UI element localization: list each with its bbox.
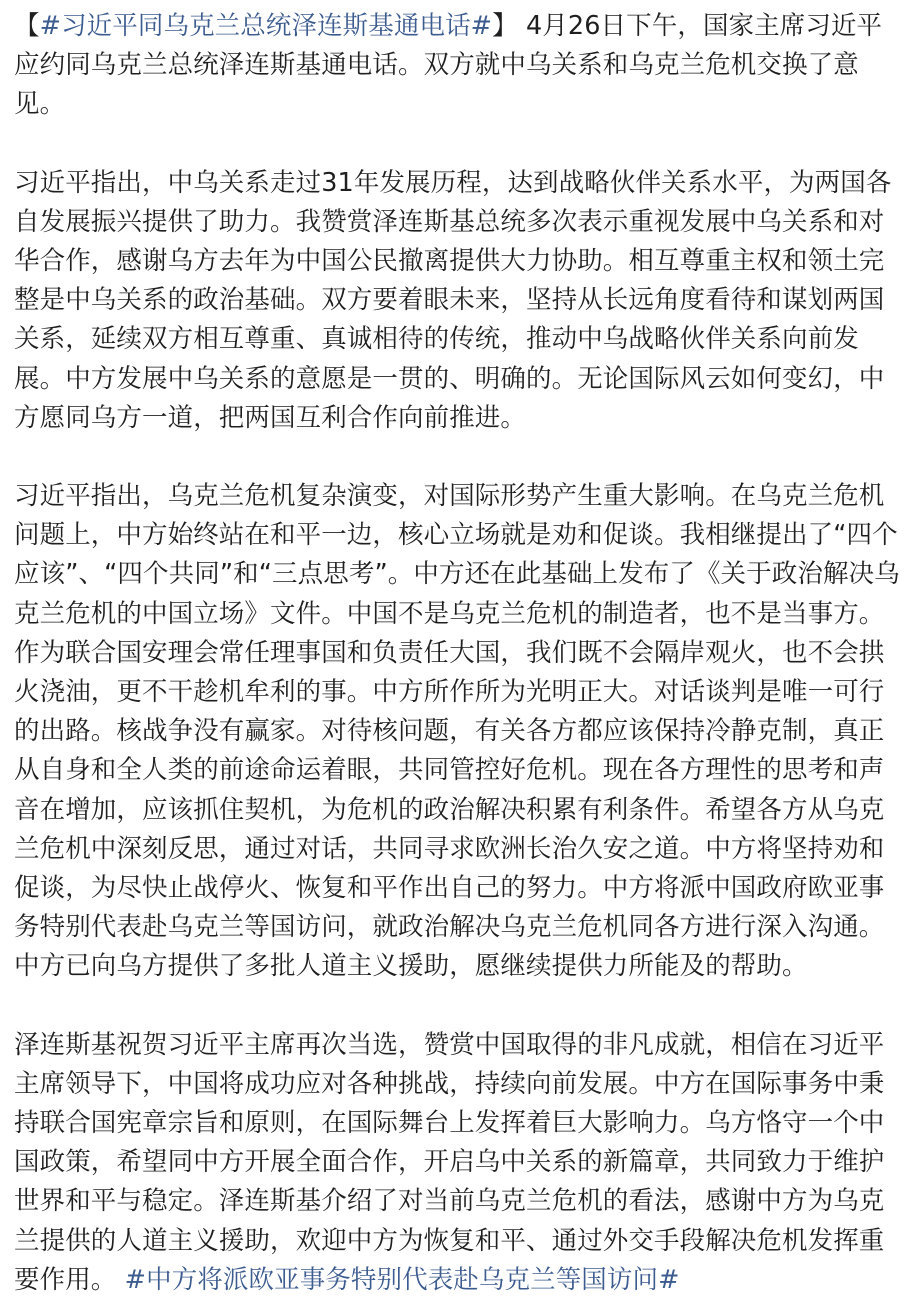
post-paragraph-crisis (14, 477, 900, 987)
paragraph-3-text: 习近平指出，乌克兰危机复杂演变，对国际形势产生重大影响。在乌克兰危机问题上，中方始终站在和平一边，核心立场就是劝和促谈。我相继提出了“四个应该”、“四个共同”和“三点思考”。中方还在此基础上发布了《关于政治解决乌克兰危机的中国立场》文件。中国不是乌克兰危机的制造者，也不是当事方。作为联合国安理会常任理事国和负责任大国，我们既不会隔岸观火，也不会拱火浇油，更不干趁机牟利的事。中方所作所为光明正大。对话谈判是唯一可行的出路。核战争没有赢家。对待核问题，有关各方都应该保持冷静克制，真正从自身和全人类的前途命运着眼，共同管控好危机。现在各方理性的思考和声音在增加，应该抓住契机，为危机的政治解决积累有利条件。希望各方从乌克兰危机中深刻反思，通过对话，共同寻求欧洲长治久安之道。中方将坚持劝和促谈，为尽快止战停火、恢复和平作出自己的努力。中方将派中国政府欧亚事务特别代表赴乌克兰等国访问，就政治解决乌克兰危机同各方进行深入沟通。中方已向乌方提供了多批人道主义援助，愿继续提供力所能及的帮助。 (14, 481, 900, 982)
intro-text: 4月26日下午，国家主席习近平应约同乌克兰总统泽连斯基通电话。双方就中乌关系和乌克兰危机交换了意见。 (14, 11, 883, 120)
post-paragraph-zelensky (14, 1026, 900, 1300)
hashtag-link-special-envoy[interactable]: #中方将派欧亚事务特别代表赴乌克兰等国访问# (124, 1264, 680, 1295)
bracket-open: 【 (14, 11, 40, 41)
paragraph-2-text: 习近平指出，中乌关系走过31年发展历程，达到战略伙伴关系水平，为两国各自发展振兴提供了助力。我赞赏泽连斯基总统多次表示重视发展中乌关系和对华合作，感谢乌方去年为中国公民撤离提供大力协助。相互尊重主权和领土完整是中乌关系的政治基础。双方要着眼未来，坚持从长远角度看待和谋划两国关系，延续双方相互尊重、真诚相待的传统，推动中乌战略伙伴关系向前发展。中方发展中乌关系的意愿是一贯的、明确的。无论国际风云如何变幻，中方愿同乌方一道，把两国互利合作向前推进。 (14, 167, 892, 433)
bracket-close: 】 (492, 11, 518, 41)
paragraph-4-text: 泽连斯基祝贺习近平主席再次当选，赞赏中国取得的非凡成就，相信在习近平主席领导下，中国将成功应对各种挑战，持续向前发展。中方在国际事务中秉持联合国宪章宗旨和原则，在国际舞台上发挥着巨大影响力。乌方恪守一个中国政策，希望同中方开展全面合作，开启乌中关系的新篇章，共同致力于维护世界和平与稳定。泽连斯基介绍了对当前乌克兰危机的看法，感谢中方为乌克兰提供的人道主义援助，欢迎中方为恢复和平、通过外交手段解决危机发挥重要作用。 (14, 1029, 885, 1295)
hashtag-link-phone-call[interactable]: #习近平同乌克兰总统泽连斯基通电话# (39, 11, 493, 41)
post-paragraph-intro (14, 7, 900, 125)
post-paragraph-relations (14, 164, 900, 438)
